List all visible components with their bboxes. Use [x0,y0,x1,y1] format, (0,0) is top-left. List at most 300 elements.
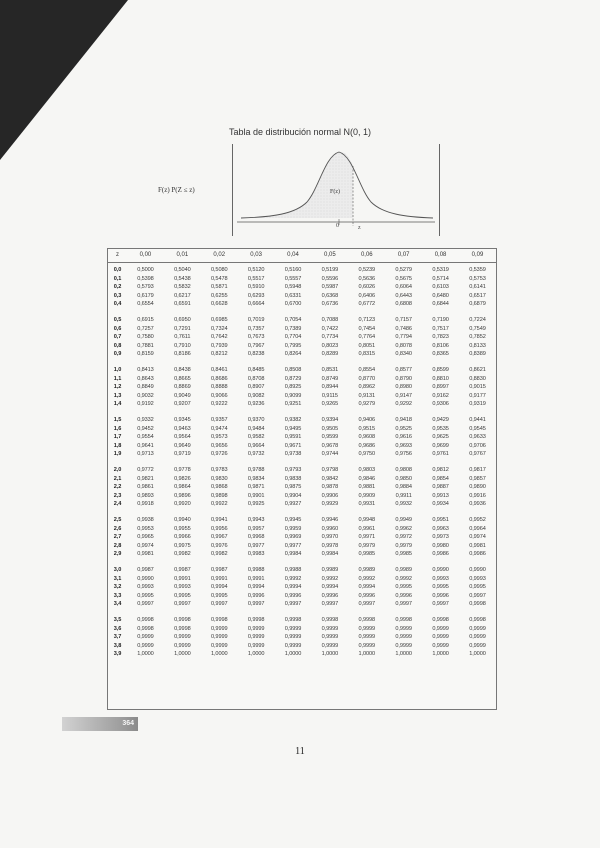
row-z-value: 2,6 [113,525,122,532]
table-cell: 0,6406 [358,292,376,299]
table-cell: 0,9997 [210,601,228,607]
table-cell: 0,9406 [358,417,376,423]
table-cell: 0,9943 [247,517,265,523]
table-cell: 0,8238 [247,351,265,357]
table-cell: 0,7881 [137,342,154,349]
table-cell: 0,9953 [137,525,154,532]
table-row [108,616,496,625]
table-cell: 0,9965 [137,534,154,540]
table-cell: 0,8078 [395,342,412,349]
table-cell: 0,9986 [469,551,486,557]
table-cell: 0,9994 [358,584,376,590]
table-cell: 0,9292 [395,401,412,407]
table-cell: 0,9973 [432,534,449,540]
table-cell: 0,6179 [137,292,154,299]
table-cell: 0,9878 [321,484,339,490]
table-cell: 0,8944 [321,384,339,390]
table-cell: 0,9995 [432,584,449,590]
table-cell: 0,5910 [247,284,265,290]
table-row [108,275,496,284]
table-cell: 0,9857 [469,475,486,482]
table-cell: 0,7054 [284,317,302,323]
table-cell: 1,0000 [174,651,191,657]
table-cell: 0,8888 [210,384,228,390]
table-cell: 0,6736 [321,301,339,307]
table-cell: 0,9868 [210,484,228,490]
table-row [108,375,496,384]
table-cell: 0,7734 [321,334,339,340]
table-row [108,383,496,392]
table-cell: 0,9916 [469,492,486,499]
table-cell: 0,9957 [247,525,265,532]
table-cell: 0,9871 [247,484,265,490]
table-cell: 0,9744 [321,451,339,457]
table-cell: 0,9955 [174,525,191,532]
table-row [108,642,496,651]
table-cell: 0,9015 [469,384,486,390]
table-cell: 0,9997 [321,601,339,607]
row-z-value: 1,7 [113,434,122,440]
table-cell: 1,0000 [395,651,412,657]
table-row [108,500,496,509]
table-cell: 0,5239 [358,267,376,273]
table-cell: 0,9319 [469,401,486,407]
row-z-value: 3,9 [113,651,122,657]
table-cell: 0,7939 [210,342,228,349]
table-cell: 0,9951 [432,517,449,523]
table-cell: 0,8531 [321,367,339,373]
table-cell: 0,5948 [284,284,302,290]
block-spacer [108,459,496,467]
table-cell: 0,9995 [137,592,154,599]
table-cell: 0,8770 [358,375,376,382]
table-cell: 0,9599 [321,434,339,440]
table-cell: 0,8925 [284,384,302,390]
table-cell: 0,9991 [247,575,265,582]
table-cell: 0,9971 [358,534,376,540]
table-cell: 0,9699 [432,442,449,449]
table-cell: 0,9997 [358,601,376,607]
table-cell: 0,9854 [432,475,449,482]
table-row [108,633,496,642]
table-cell: 0,7794 [395,334,412,340]
table-row [108,433,496,442]
table-cell: 0,7357 [247,325,265,332]
row-z-value: 1,1 [113,375,122,382]
table-cell: 0,9761 [432,451,449,457]
table-cell: 0,5987 [321,284,339,290]
table-cell: 0,9999 [284,642,302,649]
table-cell: 0,8023 [321,342,339,349]
table-cell: 0,8413 [137,367,154,373]
row-z-value: 0,7 [113,334,122,340]
table-row [108,283,496,292]
table-cell: 0,9896 [174,492,191,499]
table-cell: 0,8554 [358,367,376,373]
table-cell: 0,5793 [137,284,154,290]
table-cell: 0,5160 [284,267,302,273]
table-cell: 0,6331 [284,292,302,299]
table-cell: 0,8159 [137,351,154,357]
table-cell: 0,9934 [432,501,449,507]
table-cell: 0,9884 [395,484,412,490]
table-row [108,492,496,501]
table-cell: 0,9987 [137,567,154,573]
table-cell: 0,9985 [395,551,412,557]
table-cell: 0,9633 [469,434,486,440]
table-cell: 0,9999 [210,642,228,649]
row-z-value: 0,6 [113,325,122,332]
table-cell: 0,9906 [321,492,339,499]
table-cell: 0,9989 [395,567,412,573]
table-cell: 0,6915 [137,317,154,323]
table-cell: 0,5359 [469,267,486,273]
table-cell: 0,9713 [137,451,154,457]
table-row [108,566,496,575]
table-cell: 0,8485 [247,367,265,373]
table-cell: 0,9452 [137,425,154,432]
table-cell: 0,9931 [358,501,376,507]
table-row [108,525,496,534]
table-cell: 0,9997 [174,601,191,607]
table-cell: 1,0000 [358,651,376,657]
table-cell: 0,9918 [137,501,154,507]
table-cell: 0,9998 [358,617,376,623]
table-cell: 0,9082 [247,392,265,399]
table-cell: 0,9370 [247,417,265,423]
table-cell: 0,5517 [247,275,265,282]
table-cell: 0,9981 [469,542,486,549]
table-cell: 0,9998 [469,617,486,623]
table-cell: 1,0000 [284,651,302,657]
table-cell: 0,9429 [432,417,449,423]
header-col: 0,02 [213,252,226,258]
table-cell: 0,7823 [432,334,449,340]
table-cell: 0,9987 [210,567,228,573]
row-z-value: 1,8 [113,442,122,449]
table-cell: 0,9207 [174,401,191,407]
table-cell: 0,6664 [247,301,265,307]
table-cell: 0,7454 [358,325,376,332]
table-cell: 0,7642 [210,334,228,340]
table-cell: 0,8907 [247,384,265,390]
table-cell: 0,8389 [469,351,486,357]
table-cell: 0,9756 [395,451,412,457]
normal-distribution-table [107,248,497,710]
row-z-value: 2,3 [113,492,122,499]
table-cell: 0,9983 [247,551,265,557]
table-cell: 0,9993 [432,575,449,582]
header-col: 0,08 [434,252,447,258]
table-cell: 0,9994 [247,584,265,590]
table-cell: 0,9967 [210,534,228,540]
row-z-value: 2,1 [113,475,122,482]
table-cell: 0,9898 [210,492,228,499]
table-cell: 0,9990 [469,567,486,573]
table-cell: 0,9382 [284,417,302,423]
table-cell: 0,9927 [284,501,302,507]
table-cell: 0,9968 [247,534,265,540]
table-title: Tabla de distribución normal N(0, 1) [228,127,372,137]
table-cell: 0,9826 [174,475,191,482]
table-cell: 0,9946 [321,517,339,523]
table-cell: 0,9808 [395,467,412,473]
table-cell: 1,0000 [137,651,154,657]
table-cell: 0,9999 [358,625,376,632]
table-cell: 0,9938 [137,517,154,523]
table-cell: 0,7673 [247,334,265,340]
table-cell: 0,9984 [284,551,302,557]
table-cell: 0,8980 [395,384,412,390]
table-cell: 0,9999 [395,634,412,640]
header-col: 0,04 [287,252,299,258]
table-cell: 0,9959 [284,525,302,532]
table-cell: 0,7088 [321,317,339,323]
table-cell: 0,9998 [210,617,228,623]
table-cell: 0,9998 [284,617,302,623]
table-cell: 0,9999 [174,642,191,649]
table-cell: 0,9772 [137,467,154,473]
table-cell: 0,9999 [137,642,154,649]
table-cell: 0,9956 [210,525,228,532]
table-cell: 0,9985 [358,551,376,557]
table-cell: 0,8264 [284,351,302,357]
table-body [108,266,496,659]
table-cell: 0,8289 [321,351,339,357]
table-cell: 0,9999 [321,634,339,640]
row-z-value: 0,0 [113,267,122,273]
table-cell: 0,9842 [321,475,339,482]
table-cell: 0,9999 [321,625,339,632]
table-cell: 0,6141 [469,284,486,290]
table-cell: 0,9994 [210,584,228,590]
table-cell: 0,9999 [210,634,228,640]
table-cell: 0,9887 [432,484,449,490]
table-row [108,600,496,609]
row-z-value: 1,0 [113,367,122,373]
table-cell: 0,9999 [247,625,265,632]
table-row [108,300,496,309]
row-z-value: 2,7 [113,534,122,540]
table-cell: 0,6628 [210,301,228,307]
table-cell: 0,9778 [174,467,191,473]
table-cell: 0,9911 [395,492,412,499]
table-cell: 0,9783 [210,467,228,473]
table-row [108,442,496,451]
table-cell: 0,6950 [174,317,191,323]
table-cell: 0,9909 [358,492,376,499]
block-spacer [108,609,496,617]
cdf-label: F(z) P(Z ≤ z) [158,186,195,194]
table-cell: 0,9881 [358,484,376,490]
table-cell: 0,9993 [137,584,154,590]
table-row [108,542,496,551]
table-cell: 0,9495 [284,425,302,432]
table-cell: 0,9970 [321,534,339,540]
table-row [108,483,496,492]
table-cell: 0,9131 [358,392,376,399]
table-cell: 0,9545 [469,425,486,432]
table-cell: 0,9817 [469,467,486,473]
table-cell: 0,9525 [395,425,412,432]
row-z-value: 3,1 [113,575,122,582]
table-cell: 0,9936 [469,501,486,507]
table-cell: 0,9920 [174,501,191,507]
table-cell: 0,5714 [432,275,449,282]
table-cell: 0,8340 [395,351,412,357]
table-cell: 0,9332 [137,417,154,423]
table-cell: 0,9997 [284,601,302,607]
table-cell: 0,9996 [395,592,412,599]
table-cell: 0,8749 [321,375,339,382]
table-cell: 0,5040 [174,267,191,273]
table-cell: 0,7157 [395,317,412,323]
table-cell: 0,9418 [395,417,412,423]
table-cell: 0,9998 [432,617,449,623]
table-cell: 0,5871 [210,284,228,290]
table-cell: 0,9162 [432,392,449,399]
table-cell: 0,8106 [432,342,449,349]
table-cell: 0,8461 [210,367,228,373]
table-cell: 0,9394 [321,417,339,423]
table-row [108,425,496,434]
table-cell: 0,9738 [284,451,302,457]
table-cell: 0,9049 [174,392,191,399]
table-cell: 0,9890 [469,484,486,490]
table-cell: 0,9345 [174,417,191,423]
table-cell: 0,9463 [174,425,191,432]
row-z-value: 0,3 [113,292,122,299]
table-cell: 0,9984 [321,551,339,557]
row-z-value: 3,7 [113,634,122,640]
table-cell: 0,9147 [395,392,412,399]
table-cell: 0,9861 [137,484,154,490]
table-cell: 0,9999 [358,634,376,640]
table-cell: 0,9306 [432,401,449,407]
table-cell: 0,9991 [210,575,228,582]
table-cell: 0,9997 [432,601,449,607]
table-cell: 0,9505 [321,425,339,432]
table-cell: 0,9236 [247,401,265,407]
table-cell: 0,9904 [284,492,302,499]
table-cell: 1,0000 [321,651,339,657]
table-cell: 0,9979 [395,542,412,549]
table-cell: 0,9706 [469,442,486,449]
table-cell: 0,5557 [284,275,302,282]
table-cell: 0,9608 [358,434,376,440]
table-cell: 0,9750 [358,451,376,457]
table-cell: 0,6808 [395,301,412,307]
table-header-row [108,249,496,263]
row-z-value: 1,9 [113,451,122,457]
table-cell: 0,6879 [469,301,486,307]
block-spacer [108,509,496,517]
table-cell: 0,9875 [284,484,302,490]
row-z-value: 3,5 [113,617,122,623]
table-cell: 0,9678 [321,442,339,449]
table-cell: 0,9999 [358,642,376,649]
table-cell: 0,8686 [210,375,228,382]
table-cell: 0,9066 [210,392,228,399]
table-cell: 0,7422 [321,325,339,332]
row-z-value: 3,0 [113,567,122,573]
table-cell: 0,9988 [284,567,302,573]
row-z-value: 1,3 [113,392,122,399]
table-cell: 0,9554 [137,434,154,440]
table-cell: 0,9969 [284,534,302,540]
table-cell: 0,9992 [321,575,339,582]
table-cell: 0,9999 [469,642,486,649]
table-cell: 0,9999 [284,634,302,640]
table-cell: 0,8830 [469,375,486,382]
table-cell: 0,9949 [395,517,412,523]
table-cell: 0,9929 [321,501,339,507]
table-cell: 0,7257 [137,325,154,332]
table-cell: 0,9582 [247,434,265,440]
table-cell: 0,9948 [358,517,376,523]
table-cell: 0,6517 [469,292,486,299]
table-cell: 0,8315 [358,351,376,357]
table-cell: 0,8665 [174,375,191,382]
table-cell: 0,9793 [284,467,302,473]
row-z-value: 2,8 [113,542,122,549]
table-cell: 0,9441 [469,417,486,423]
table-cell: 0,7549 [469,325,486,332]
table-cell: 0,9940 [174,517,191,523]
table-cell: 1,0000 [469,651,486,657]
table-row [108,592,496,601]
table-cell: 0,9966 [174,534,191,540]
table-cell: 0,6700 [284,301,302,307]
table-cell: 0,7517 [432,325,449,332]
table-cell: 0,6772 [358,301,376,307]
row-z-value: 1,4 [113,401,122,407]
row-z-value: 0,1 [113,275,122,282]
table-cell: 0,9474 [210,425,228,432]
row-z-value: 0,2 [113,284,122,290]
table-cell: 0,9998 [174,617,191,623]
table-cell: 0,9999 [395,642,412,649]
table-cell: 0,8708 [247,375,265,382]
table-cell: 0,9099 [284,392,302,399]
table-cell: 0,5675 [395,275,412,282]
table-cell: 0,7389 [284,325,302,332]
table-cell: 0,6480 [432,292,449,299]
table-cell: 0,7995 [284,342,302,349]
table-cell: 0,9999 [247,634,265,640]
table-row [108,392,496,401]
table-cell: 0,9960 [321,525,339,532]
table-cell: 0,5199 [321,267,339,273]
row-z-value: 1,6 [113,425,122,432]
table-cell: 0,9573 [210,434,228,440]
table-cell: 0,9979 [358,542,376,549]
table-cell: 0,9945 [284,517,302,523]
table-row [108,516,496,525]
table-cell: 0,6064 [395,284,412,290]
table-cell: 0,9864 [174,484,191,490]
table-cell: 0,9972 [395,534,412,540]
table-cell: 0,5438 [174,275,191,282]
table-cell: 0,9996 [432,592,449,599]
row-z-value: 0,5 [113,317,122,323]
table-cell: 0,9976 [210,542,228,549]
table-row [108,583,496,592]
table-cell: 0,5636 [358,275,376,282]
table-cell: 0,9999 [395,625,412,632]
table-cell: 0,9952 [469,517,486,523]
table-cell: 0,9812 [432,467,449,473]
